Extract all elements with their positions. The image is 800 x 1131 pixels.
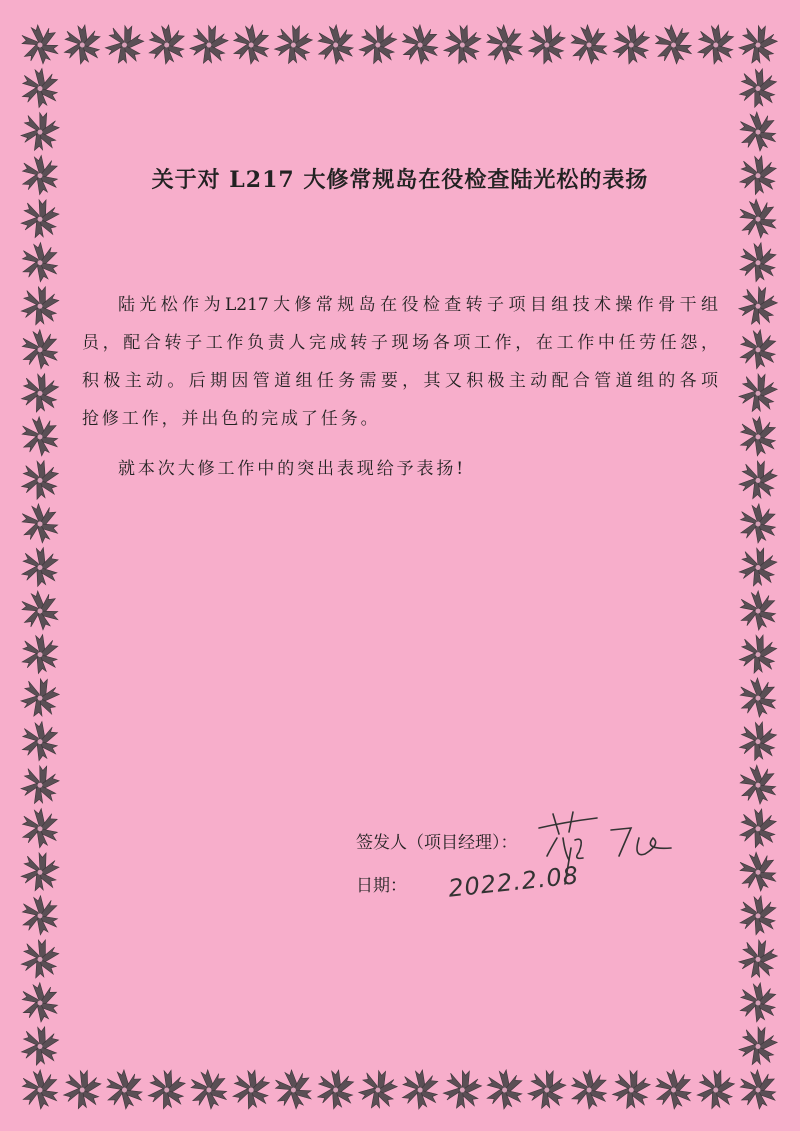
poinsettia-ornament-icon [21,68,59,109]
poinsettia-ornament-icon [19,762,62,807]
poinsettia-ornament-icon [20,894,60,937]
poinsettia-ornament-icon [19,850,61,894]
poinsettia-ornament-icon [401,1069,438,1109]
poinsettia-ornament-icon [441,1067,484,1113]
poinsettia-ornament-icon [19,414,62,459]
poinsettia-ornament-icon [740,896,776,935]
poinsettia-ornament-icon [738,545,779,589]
poinsettia-ornament-icon [737,1067,779,1112]
poinsettia-ornament-icon [569,1068,609,1111]
poinsettia-ornament-icon [318,1070,354,1109]
poinsettia-ornament-icon [485,1069,524,1110]
poinsettia-ornament-icon [19,1068,60,1112]
poinsettia-ornament-icon [736,109,779,155]
handwritten-date: 2022.2.08 [446,861,581,903]
poinsettia-ornament-icon [736,849,780,896]
poinsettia-ornament-icon [20,1025,59,1067]
poinsettia-ornament-icon [271,1066,315,1113]
poinsettia-ornament-icon [739,720,778,761]
commendation-paragraph: 就本次大修工作中的突出表现给予表扬! [118,459,467,479]
poinsettia-ornament-icon [20,241,60,284]
poinsettia-ornament-icon [736,282,780,329]
poinsettia-ornament-icon [17,21,62,68]
poinsettia-ornament-icon [526,1067,568,1112]
date-label: 日期： [356,876,407,896]
poinsettia-ornament-icon [233,1069,270,1109]
poinsettia-ornament-icon [611,1068,652,1112]
poinsettia-ornament-icon [653,1068,694,1112]
body-line: 员，配合转子工作负责人完成转子现场各项工作，在工作中任劳任怨， [82,333,718,353]
poinsettia-ornament-icon [20,807,59,849]
poinsettia-ornament-icon [736,1023,779,1069]
poinsettia-ornament-icon [19,980,61,1024]
poinsettia-ornament-icon [528,24,566,65]
poinsettia-ornament-icon [19,109,62,154]
poinsettia-ornament-icon [736,195,780,242]
poinsettia-ornament-icon [188,22,231,67]
poinsettia-ornament-icon [696,1068,736,1111]
document-title: 关于对 L217 大修常规岛在役检查陆光松的表扬 [151,167,649,193]
poinsettia-ornament-icon [651,21,696,68]
poinsettia-ornament-icon [22,634,59,674]
poinsettia-ornament-icon [399,22,441,66]
poinsettia-ornament-icon [358,23,398,66]
poinsettia-ornament-icon [697,25,734,65]
poinsettia-ornament-icon [22,547,59,587]
poinsettia-ornament-icon [740,243,776,282]
poinsettia-ornament-icon [613,25,650,65]
poinsettia-ornament-icon [273,22,315,66]
poinsettia-ornament-icon [736,936,780,983]
poinsettia-ornament-icon [737,458,779,503]
poinsettia-ornament-icon [103,1067,145,1112]
poinsettia-ornament-icon [148,24,186,65]
poinsettia-ornament-icon [738,633,778,676]
poinsettia-ornament-icon [18,675,62,721]
poinsettia-ornament-icon [20,284,60,327]
poinsettia-ornament-icon [356,1066,400,1113]
poinsettia-ornament-icon [232,24,271,66]
poinsettia-ornament-icon [567,21,611,67]
poinsettia-ornament-icon [736,370,779,416]
poinsettia-ornament-icon [315,23,355,66]
poinsettia-ornament-icon [147,1069,186,1110]
poinsettia-ornament-icon [19,327,61,371]
poinsettia-ornament-icon [739,808,776,848]
poinsettia-ornament-icon [64,25,101,65]
poinsettia-ornament-icon [20,937,60,980]
body-line: 积极主动。后期因管道组任务需要，其又积极主动配合管道组的各项 [82,371,718,391]
poinsettia-ornament-icon [17,587,62,634]
poinsettia-ornament-icon [187,1067,230,1113]
poinsettia-ornament-icon [739,982,776,1022]
document-body [82,286,718,488]
poinsettia-ornament-icon [739,416,778,457]
poinsettia-ornament-icon [18,500,62,546]
poinsettia-ornament-icon [737,589,778,633]
poinsettia-ornament-icon [62,1068,102,1111]
poinsettia-ornament-icon [19,197,61,241]
poinsettia-ornament-icon [21,721,59,762]
poinsettia-ornament-icon [739,329,776,369]
poinsettia-ornament-icon [443,24,482,66]
poinsettia-ornament-icon [739,67,778,108]
poinsettia-ornament-icon [738,502,778,545]
poinsettia-ornament-icon [21,460,59,501]
poinsettia-ornament-icon [20,372,59,414]
signer-label: 签发人（项目经理）： [356,833,518,853]
poinsettia-ornament-icon [483,22,526,67]
poinsettia-ornament-icon [736,762,779,808]
poinsettia-ornament-icon [737,675,779,720]
body-line: 抢修工作，并出色的完成了任务。 [82,409,381,429]
poinsettia-ornament-icon [736,21,780,67]
poinsettia-ornament-icon [103,21,147,67]
body-line: 陆光松作为L217大修常规岛在役检查转子项目组技术操作骨干组 [118,295,718,315]
